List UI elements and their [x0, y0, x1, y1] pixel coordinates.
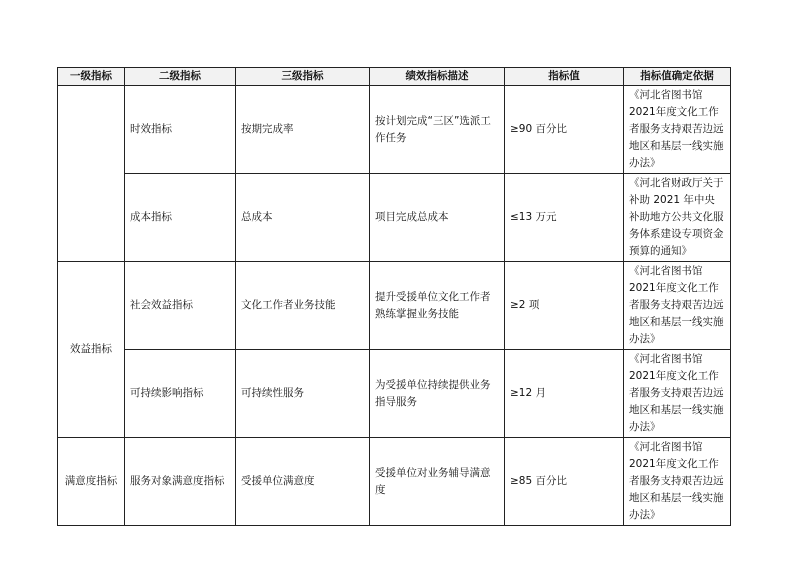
description-cell: 提升受援单位文化工作者熟练掌握业务技能 — [370, 262, 505, 350]
basis-cell: 《河北省图书馆 2021年度文化工作者服务支持艰苦边远地区和基层一线实施办法》 — [624, 438, 731, 526]
header-level2: 二级指标 — [125, 68, 236, 86]
level1-cell-satisfaction: 满意度指标 — [58, 438, 125, 526]
table-row — [58, 174, 731, 262]
header-level1: 一级指标 — [58, 68, 125, 86]
value-cell: ≥12 月 — [505, 350, 624, 438]
header-basis: 指标值确定依据 — [624, 68, 731, 86]
level2-cell: 成本指标 — [125, 174, 236, 262]
level3-cell: 按期完成率 — [236, 86, 370, 174]
level3-cell: 可持续性服务 — [236, 350, 370, 438]
level3-cell: 文化工作者业务技能 — [236, 262, 370, 350]
description-cell: 按计划完成“三区”选派工作任务 — [370, 86, 505, 174]
level1-cell-benefit: 效益指标 — [58, 262, 125, 438]
value-cell: ≥2 项 — [505, 262, 624, 350]
level2-cell: 时效指标 — [125, 86, 236, 174]
value-cell: ≤13 万元 — [505, 174, 624, 262]
description-cell: 为受援单位持续提供业务指导服务 — [370, 350, 505, 438]
description-cell: 项目完成总成本 — [370, 174, 505, 262]
value-cell: ≥85 百分比 — [505, 438, 624, 526]
level2-cell: 社会效益指标 — [125, 262, 236, 350]
level2-cell: 可持续影响指标 — [125, 350, 236, 438]
header-row — [58, 68, 731, 86]
level3-cell: 总成本 — [236, 174, 370, 262]
performance-indicator-table — [57, 67, 731, 526]
header-description: 绩效指标描述 — [370, 68, 505, 86]
level3-cell: 受援单位满意度 — [236, 438, 370, 526]
header-level3: 三级指标 — [236, 68, 370, 86]
value-cell: ≥90 百分比 — [505, 86, 624, 174]
table-row — [58, 86, 731, 174]
table-row — [58, 262, 731, 350]
basis-cell: 《河北省图书馆 2021年度文化工作者服务支持艰苦边远地区和基层一线实施办法》 — [624, 262, 731, 350]
basis-cell: 《河北省图书馆 2021年度文化工作者服务支持艰苦边远地区和基层一线实施办法》 — [624, 86, 731, 174]
level2-cell: 服务对象满意度指标 — [125, 438, 236, 526]
basis-cell: 《河北省财政厅关于补助 2021 年中央补助地方公共文化服务体系建设专项资金预算的通知》 — [624, 174, 731, 262]
table-row — [58, 350, 731, 438]
description-cell: 受援单位对业务辅导满意度 — [370, 438, 505, 526]
table-row — [58, 438, 731, 526]
header-value: 指标值 — [505, 68, 624, 86]
level1-cell-output — [58, 86, 125, 262]
basis-cell: 《河北省图书馆 2021年度文化工作者服务支持艰苦边远地区和基层一线实施办法》 — [624, 350, 731, 438]
